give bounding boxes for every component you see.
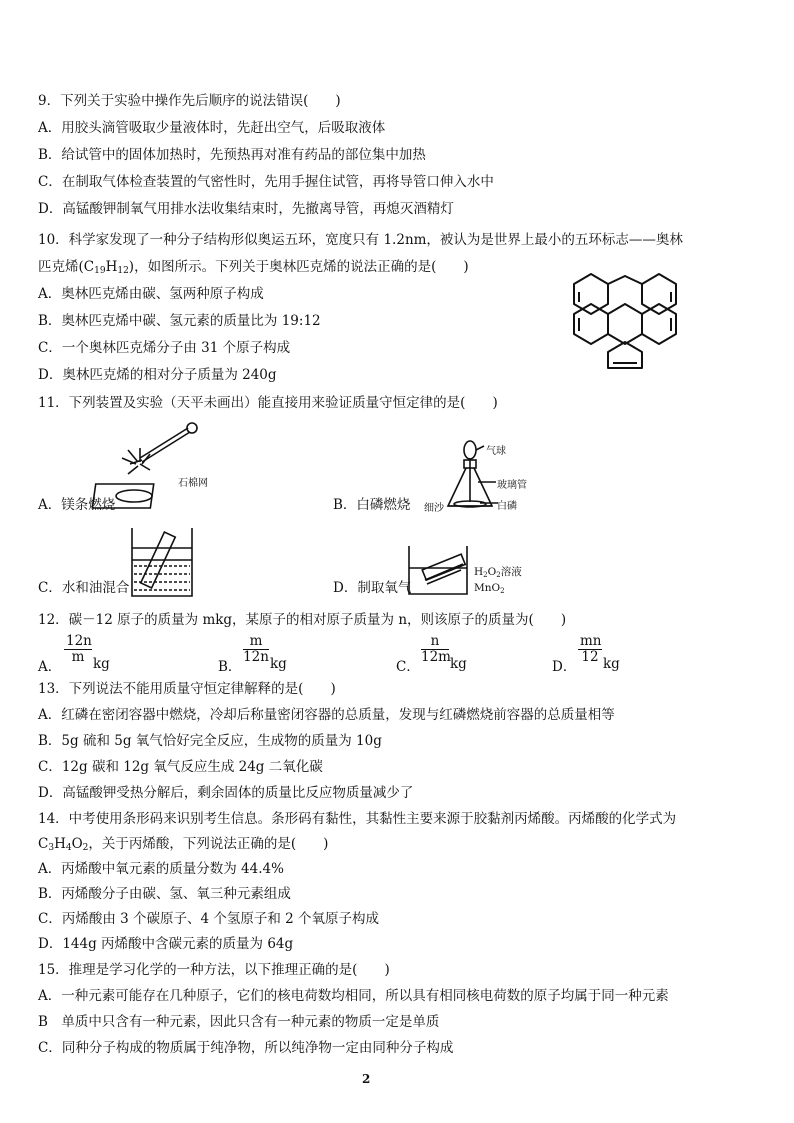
asbestos-net-label: 石棉网 xyxy=(178,478,208,489)
q12-stem: 12．碳－12 原子的质量为 mkg，某原子的相对原子质量为 n，则该原子的质量为( ) xyxy=(38,612,567,628)
page-number: 2 xyxy=(362,1072,371,1086)
q11-option-b: B．白磷燃烧 xyxy=(333,497,411,513)
q10-formula-c: 匹克烯(C xyxy=(38,259,95,275)
water-oil-beaker-figure xyxy=(130,526,198,598)
q14-stem-line1: 14．中考使用条形码来识别考生信息。条形码有黏性，其黏性主要来源于胶黏剂丙烯酸。丙烯酸的化学式为 xyxy=(38,811,677,827)
q12-option-b-label: B． xyxy=(218,659,242,675)
q14-option-c: C．丙烯酸由 3 个碳原子、4 个氢原子和 2 个氧原子构成 xyxy=(38,911,380,927)
glass-tube-label: 玻璃管 xyxy=(497,480,527,491)
q14-formula-o: O xyxy=(71,836,83,852)
q10-option-c: C．一个奥林匹克烯分子由 31 个原子构成 xyxy=(38,340,291,356)
q12-option-c-label: C． xyxy=(396,659,420,675)
q10-option-d: D．奥林匹克烯的相对分子质量为 240g xyxy=(38,367,277,383)
q10-stem-line2 xyxy=(38,257,469,281)
q14-stem-tail: ，关于丙烯酸，下列说法正确的是( ) xyxy=(88,836,329,852)
q9-stem: 9．下列关于实验中操作先后顺序的说法错误( ) xyxy=(38,93,341,109)
q11-option-a: A．镁条燃烧 xyxy=(38,497,116,513)
q12-option-b-fraction: $\frac{m}{12n}$ xyxy=(243,633,269,665)
q10-formula-sub: 12 xyxy=(117,266,129,276)
balloon-label: 气球 xyxy=(486,446,506,457)
q14-formula-h: H xyxy=(54,836,66,852)
oxygen-preparation-figure xyxy=(405,544,475,596)
q9-option-d: D．高锰酸钾制氧气用排水法收集结束时，先撤离导管，再熄灭酒精灯 xyxy=(38,201,454,217)
q10-option-b: B．奥林匹克烯中碳、氢元素的质量比为 19:12 xyxy=(38,313,321,329)
magnesium-burning-figure xyxy=(100,418,210,513)
q12-option-a-fraction: $\frac{12n}{m}$ xyxy=(66,633,92,665)
q14-option-b: B．丙烯酸分子由碳、氢、氧三种元素组成 xyxy=(38,886,291,902)
q15-stem: 15．推理是学习化学的一种方法，以下推理正确的是( ) xyxy=(38,962,390,978)
q10-option-a: A．奥林匹克烯由碳、氢两种原子构成 xyxy=(38,286,264,302)
q10-stem-tail: )，如图所示。下列关于奥林匹克烯的说法正确的是( ) xyxy=(128,259,469,275)
q13-option-a: A．红磷在密闭容器中燃烧，冷却后称量密闭容器的总质量，发现与红磷燃烧前容器的总质量相等 xyxy=(38,707,615,723)
white-phosphorus-label: 白磷 xyxy=(497,501,517,512)
q12-option-b-unit: kg xyxy=(270,656,287,672)
q15-option-a: A．一种元素可能存在几种原子，它们的核电荷数均相同，所以具有相同核电荷数的原子均属于同一种元素 xyxy=(38,988,669,1004)
q12-option-c-unit: kg xyxy=(450,656,467,672)
q13-option-c: C．12g 碳和 12g 氧气反应生成 24g 二氧化碳 xyxy=(38,759,323,775)
q15-option-b: B 单质中只含有一种元素，因此只含有一种元素的物质一定是单质 xyxy=(38,1014,440,1030)
olympicene-structure-figure xyxy=(555,262,700,372)
q13-option-b: B．5g 硫和 5g 氧气恰好完全反应，生成物的质量为 10g xyxy=(38,733,382,749)
q12-option-d-unit: kg xyxy=(603,656,620,672)
q9-option-a: A．用胶头滴管吸取少量液体时，先赶出空气，后吸取液体 xyxy=(38,120,386,136)
q14-formula-c: C xyxy=(38,836,49,852)
q14-formula-sub: 4 xyxy=(65,843,72,853)
q10-formula-h: H xyxy=(105,259,118,275)
q14-formula-sub: 2 xyxy=(82,843,89,853)
q14-option-d: D．144g 丙烯酸中含碳元素的质量为 64g xyxy=(38,936,294,952)
q12-option-d-fraction: $\frac{mn}{12}$ xyxy=(580,633,602,665)
q12-option-d-label: D． xyxy=(552,659,577,675)
q13-option-d: D．高锰酸钾受热分解后，剩余固体的质量比反应物质量减少了 xyxy=(38,785,414,801)
q14-stem-line2 xyxy=(38,834,328,858)
q11-option-d: D．制取氧气 xyxy=(333,580,412,596)
q12-option-a-label: A． xyxy=(38,659,62,675)
q9-option-c: C．在制取气体检查装置的气密性时，先用手握住试管，再将导管口伸入水中 xyxy=(38,174,494,190)
q15-option-c: C．同种分子构成的物质属于纯净物，所以纯净物一定由同种分子构成 xyxy=(38,1040,454,1056)
q14-option-a: A．丙烯酸中氧元素的质量分数为 44.4% xyxy=(38,861,284,877)
q12-option-c-fraction: $\frac{n}{12m}$ xyxy=(421,633,451,665)
q10-formula-sub: 19 xyxy=(94,266,106,276)
fine-sand-label: 细沙 xyxy=(424,503,444,514)
q11-stem: 11．下列装置及实验（天平未画出）能直接用来验证质量守恒定律的是( ) xyxy=(38,395,498,411)
q12-option-a-unit: kg xyxy=(93,656,110,672)
q10-stem-line1: 10．科学家发现了一种分子结构形似奥运五环，宽度只有 1.2nm，被认为是世界上最小的五环标志——奥林 xyxy=(38,232,683,248)
mno2-label: MnO$_2$ xyxy=(474,582,505,595)
q11-option-c: C．水和油混合 xyxy=(38,580,130,596)
q14-formula-sub: 3 xyxy=(48,843,55,853)
h2o2-solution-label: $H_2O_2$溶液 xyxy=(474,566,522,579)
q9-option-b: B．给试管中的固体加热时，先预热再对准有药品的部位集中加热 xyxy=(38,147,426,163)
q13-stem: 13．下列说法不能用质量守恒定律解释的是( ) xyxy=(38,681,336,697)
